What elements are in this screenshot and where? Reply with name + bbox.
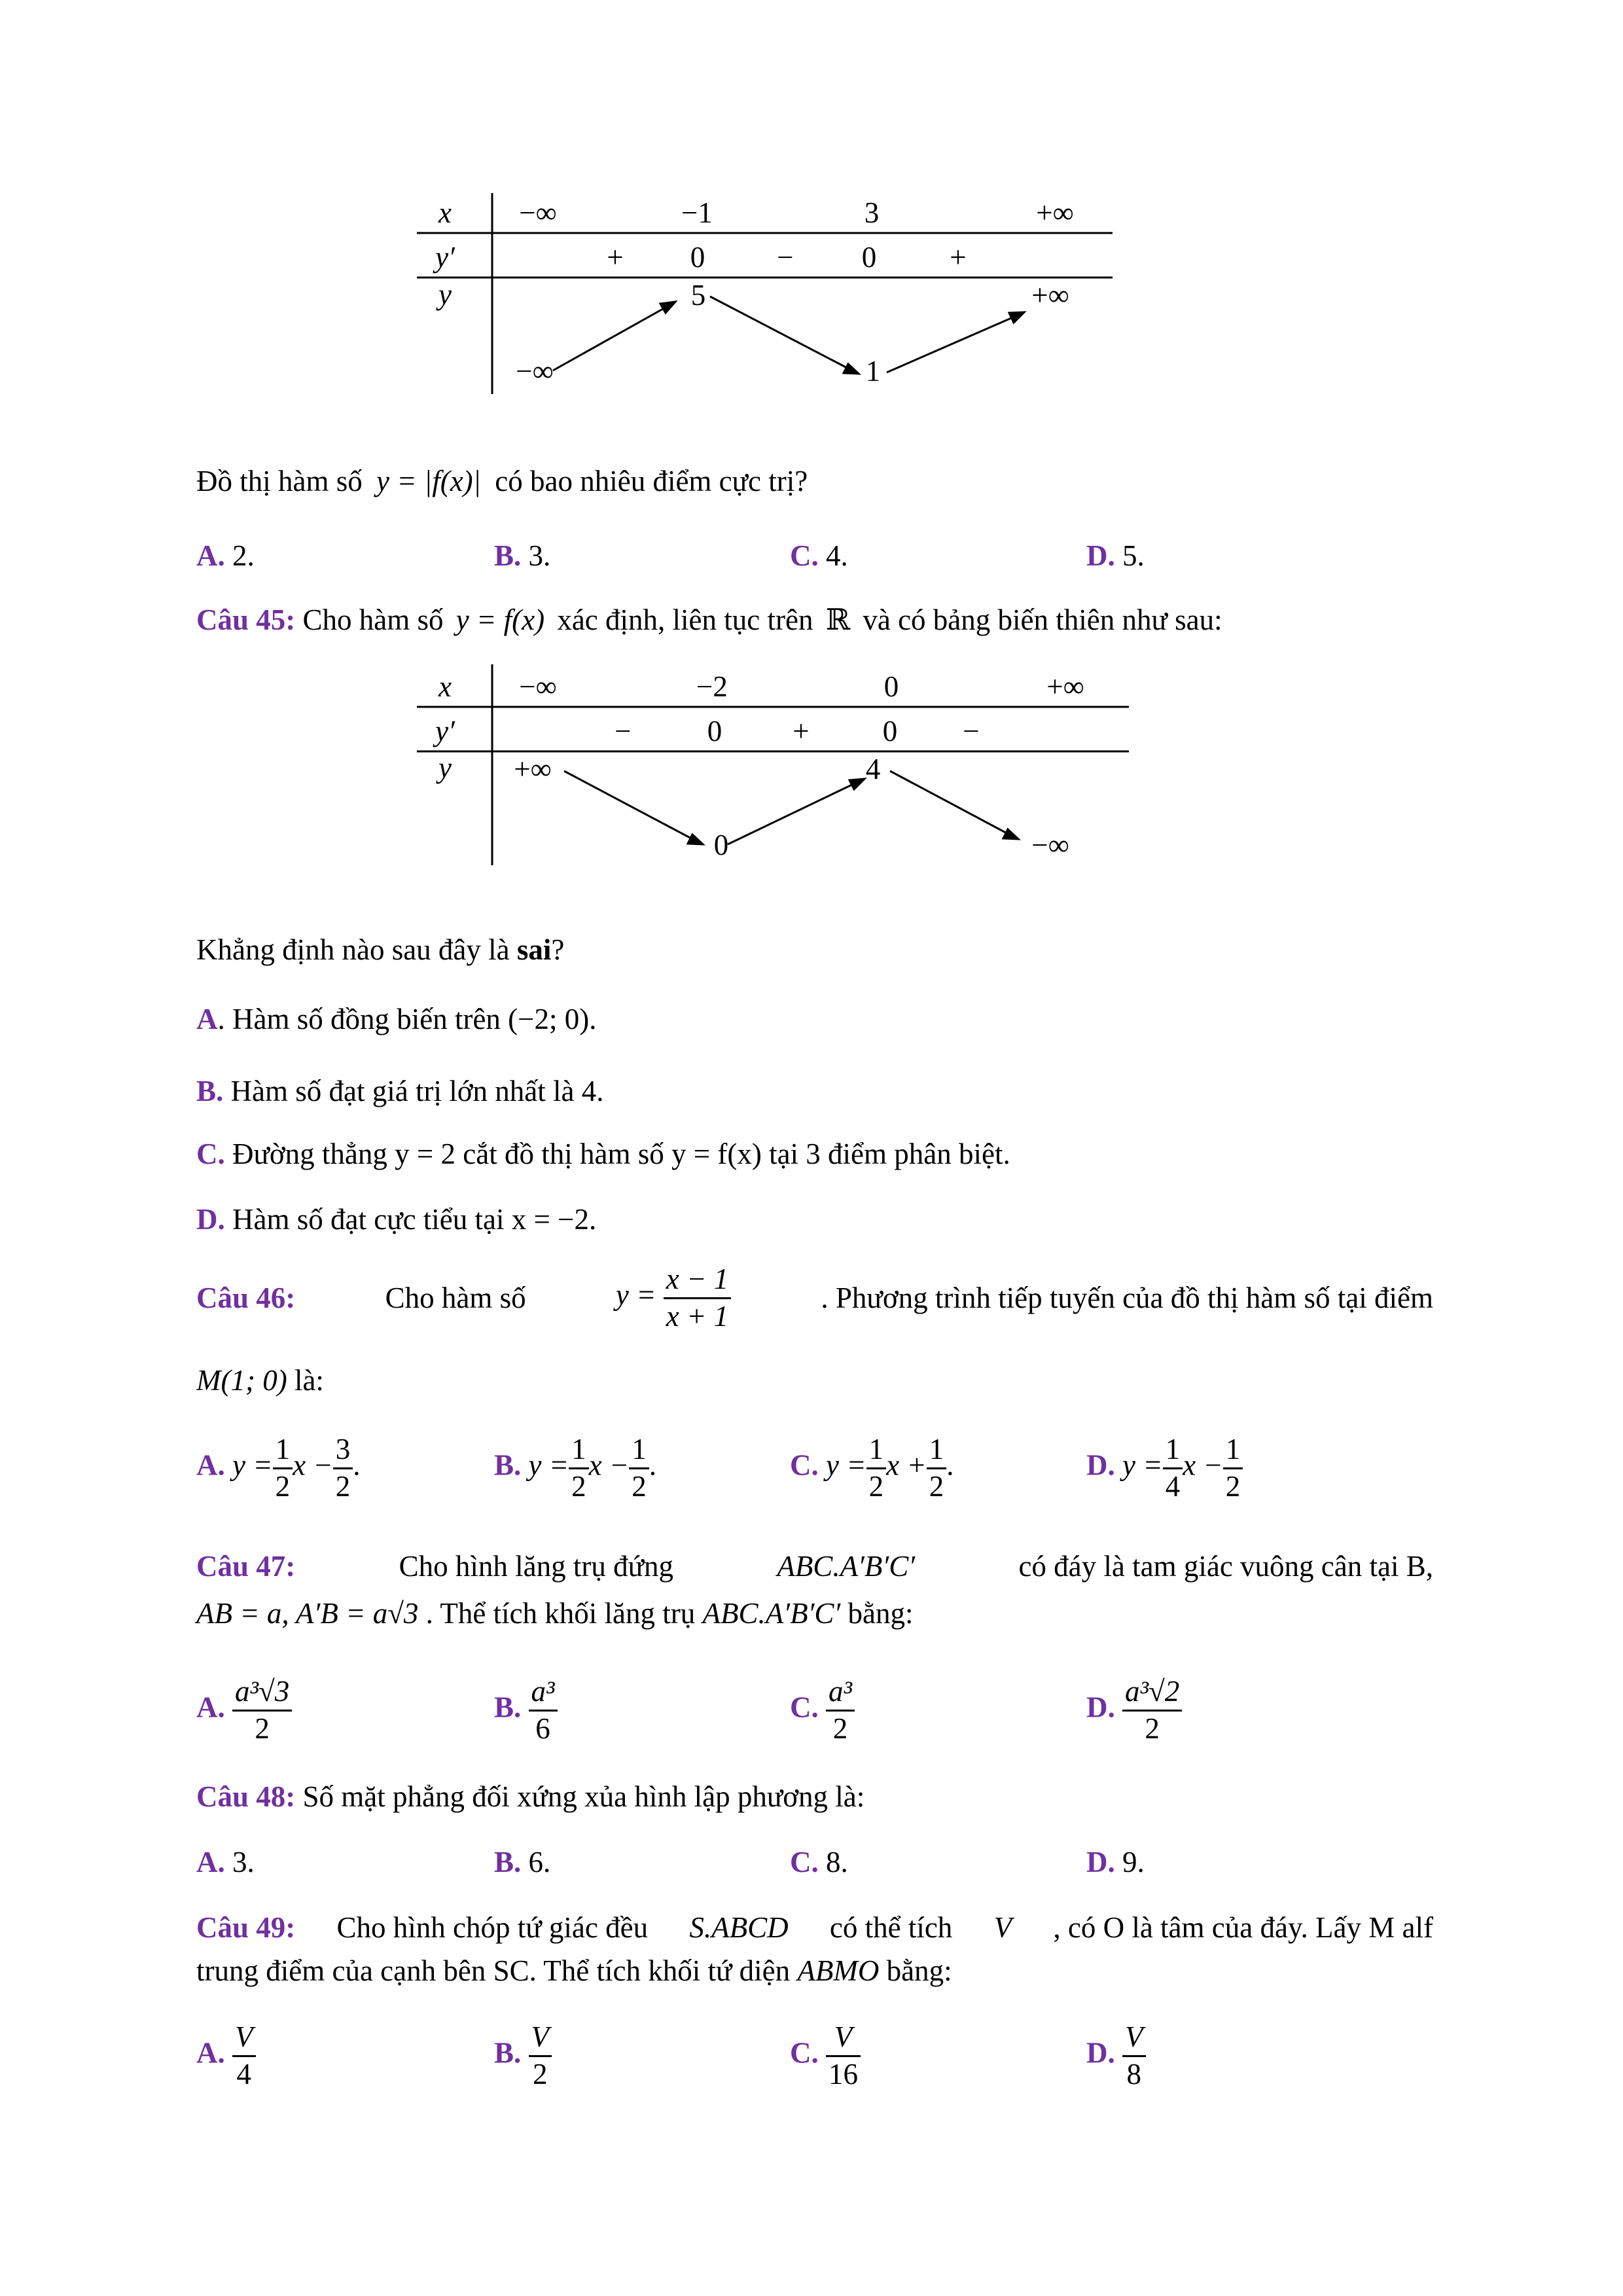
q44-prompt [196,463,808,499]
answer-label: C. [790,539,819,572]
q45-answer-c[interactable] [196,1136,1010,1172]
answer-end: . [353,1448,361,1482]
q45-stem [196,602,1222,637]
answer-label: A. [196,1691,225,1724]
t1-yp-0: + [607,241,624,274]
answer-label: D. [1086,2036,1115,2070]
q46-point: M(1; 0) [196,1364,287,1397]
q48-answer-a[interactable] [196,1844,255,1880]
answer-text: Hàm số đạt giá trị lớn nhất là 4. [230,1075,604,1107]
q49-volume: V [993,1911,1012,1944]
answer-label: A. [196,2036,225,2070]
frac-den: 2 [335,1469,351,1503]
t2-yp-label: y′ [435,715,455,747]
q49-tetrahedron: ABMO [797,1954,880,1987]
frac-num: 1 [273,1433,293,1469]
q47-prism: ABC.A′B′C′ [777,1550,916,1583]
answer-label: B. [196,1075,224,1107]
q49-answer-a[interactable] [196,2021,256,2090]
q45-answer-a[interactable] [196,1001,597,1037]
answer-lhs: y = [528,1448,569,1482]
q49-number: Câu 49: [196,1911,296,1944]
answer-text: Đường thẳng y = 2 cắt đồ thị hàm số y = f(x) tại 3 điểm phân biệt. [232,1138,1010,1170]
answer-text: 5. [1122,539,1145,572]
q47-stem-line2 [196,1596,914,1631]
q46-answer-b[interactable] [494,1433,656,1503]
q48-answer-d[interactable] [1086,1844,1145,1880]
q44-answer-d[interactable] [1086,538,1145,573]
frac-den: 2 [929,1469,944,1503]
q45-set: ℝ [825,603,851,636]
t2-y-plusinf: +∞ [514,753,552,785]
q47-answer-d[interactable] [1086,1676,1182,1745]
q47-stem-b: có đáy là tam giác vuông cân tại B, [1018,1550,1433,1583]
answer-label: C. [790,2036,819,2070]
q49-answer-b[interactable] [494,2021,552,2090]
q47-stem-d: bằng: [847,1597,914,1630]
t2-y-max: 4 [865,753,881,785]
frac-den: 2 [275,1469,291,1503]
q48-answer-b[interactable] [494,1844,550,1880]
q47-answer-b[interactable] [494,1676,558,1745]
q47-stem [196,1549,1433,1584]
q45-question-a: Khẳng định nào sau đây là [196,933,510,966]
t1-y-minusinf: −∞ [516,355,554,387]
q48-answer-c[interactable] [790,1844,848,1880]
answer-text: 3. [528,539,551,572]
t1-yp-2: − [777,241,794,274]
t2-yp-3: 0 [882,715,898,747]
frac-num: 3 [333,1433,353,1469]
answer-mid: x − [293,1448,333,1482]
answer-text: Hàm số đạt cực tiểu tại x = −2. [232,1203,597,1236]
answer-text: 9. [1122,1846,1145,1878]
q47-cond: AB = a, A′B = a√3 [196,1597,419,1630]
frac-den: 6 [535,1712,550,1745]
answer-label: B. [494,539,522,572]
answer-text: 4. [826,539,848,572]
t2-y-label: y [438,751,452,784]
t2-yp-4: − [963,715,980,747]
t2-x-0: −∞ [519,670,557,703]
q46-number: Câu 46: [196,1282,296,1314]
q47-stem-a: Cho hình lăng trụ đứng [399,1550,673,1583]
frac-den: 2 [255,1712,270,1745]
q49-stem [196,1910,1433,1945]
frac-den: 2 [868,1469,884,1503]
q48-stem-text: Số mặt phẳng đối xứng xủa hình lập phương là: [302,1780,865,1813]
answer-label: C. [790,1846,819,1878]
answer-text: 3. [232,1846,255,1878]
frac-num: 1 [569,1433,589,1469]
q45-stem-c: và có bảng biến thiên như sau: [863,603,1222,636]
t1-y-max: 5 [690,279,706,312]
frac-den: 2 [632,1469,647,1503]
q46-fn-num: x − 1 [664,1263,731,1299]
answer-label: D. [1086,1691,1115,1724]
frac-num: a³ [529,1676,558,1712]
q46-answer-d[interactable] [1086,1433,1243,1503]
q46-stem-c: là: [294,1364,324,1397]
t1-yp-1: 0 [690,241,705,274]
frac-den: 2 [832,1712,848,1745]
q44-prompt-a: Đồ thị hàm số [196,465,363,497]
q49-stem-line2 [196,1953,952,1988]
frac-den: 2 [533,2057,548,2090]
frac-num: V [232,2021,256,2057]
answer-label: A. [196,539,225,572]
t2-yp-2: + [793,715,810,747]
q44-formula: y = |f(x)| [376,465,482,497]
answer-label: C. [196,1138,225,1170]
q45-question-b: ? [551,933,565,966]
answer-label: D. [196,1203,225,1236]
t1-y-plusinf: +∞ [1031,279,1069,312]
t2-y-minusinf: −∞ [1031,829,1069,861]
q46-answer-c[interactable] [790,1433,954,1503]
q44-answer-c[interactable] [790,538,848,573]
t2-arrow-head-1 [688,834,703,844]
q46-fraction [664,1263,731,1333]
q45-question [196,932,564,967]
frac-den: 4 [1165,1469,1181,1503]
q48-number: Câu 48: [196,1780,296,1813]
frac-den: 4 [236,2057,251,2090]
answer-label: B. [494,1448,522,1482]
answer-label: D. [1086,1448,1115,1482]
frac-num: a³√2 [1122,1676,1182,1712]
q46-stem [196,1263,1433,1333]
t1-y-label: y [438,278,452,311]
answer-text: . Hàm số đồng biến trên (−2; 0). [217,1003,597,1035]
variation-table-2 [393,655,1145,877]
t2-x-2: 0 [883,670,899,703]
q45-formula: y = f(x) [455,603,545,636]
t1-yp-label: y′ [435,241,455,274]
t1-yp-3: 0 [861,241,877,274]
answer-label: A. [196,1846,225,1878]
q47-stem-c: . Thể tích khối lăng trụ [425,1597,696,1630]
q45-question-bold: sai [516,933,552,966]
t1-x-1: −1 [681,196,713,229]
frac-num: a³√3 [232,1676,292,1712]
t2-yp-1: 0 [707,715,722,747]
frac-den: 16 [829,2057,858,2090]
frac-num: V [529,2021,552,2057]
q45-stem-a: Cho hàm số [302,603,444,636]
answer-mid: x − [1183,1448,1223,1482]
answer-lhs: y = [826,1448,866,1482]
answer-end: . [649,1448,656,1482]
answer-lhs: y = [232,1448,273,1482]
q49-line2-b: bằng: [886,1954,952,1987]
answer-mid: x + [886,1448,927,1482]
t1-x-3: +∞ [1036,196,1074,229]
q44-prompt-b: có bao nhiêu điểm cực trị? [495,465,808,497]
t2-x-1: −2 [696,670,728,703]
answer-label: D. [1086,539,1115,572]
answer-text: 2. [232,539,255,572]
frac-num: 1 [629,1433,649,1469]
frac-num: 1 [1163,1433,1183,1469]
answer-label: B. [494,1846,522,1878]
t1-arrow-head-3 [1009,312,1024,323]
q46-function [616,1263,731,1333]
q45-number: Câu 45: [196,603,296,636]
variation-table-1 [393,183,1126,406]
answer-label: C. [790,1448,819,1482]
q45-answer-d[interactable] [196,1202,596,1237]
t2-y-min: 0 [713,829,729,861]
q47-number: Câu 47: [196,1550,296,1583]
q47-prism2: ABC.A′B′C′ [702,1597,841,1630]
answer-label: B. [494,2036,522,2070]
q48-stem [196,1779,865,1814]
frac-den: 2 [1225,1469,1241,1503]
q45-stem-b: xác định, liên tục trên [557,603,813,636]
q49-stem-a: Cho hình chóp tứ giác đều [336,1911,649,1944]
t2-arrow-head-2 [849,779,865,789]
frac-num: 1 [1223,1433,1243,1469]
t1-x-label: x [438,196,452,229]
frac-den: 8 [1126,2057,1141,2090]
answer-label: A [196,1003,218,1035]
frac-num: 1 [866,1433,887,1469]
q49-stem-b: có thể tích [829,1911,953,1944]
t1-yp-4: + [950,241,967,274]
t1-arrow-head-1 [660,302,675,313]
t1-y-min: 1 [865,355,881,387]
q46-answer-a[interactable] [196,1433,360,1503]
q46-fn-den: x + 1 [666,1299,729,1333]
t2-x-label: x [438,670,452,703]
answer-label: C. [790,1691,819,1724]
frac-num: 1 [927,1433,947,1469]
answer-text: 6. [528,1846,551,1878]
q49-line2-a: trung điểm của cạnh bên SC. Thể tích khối tứ diện [196,1954,791,1987]
q46-stem-b: . Phương trình tiếp tuyến của đồ thị hàm số tại điểm [821,1282,1433,1314]
answer-text: 8. [826,1846,848,1878]
answer-label: A. [196,1448,225,1482]
answer-lhs: y = [1122,1448,1163,1482]
t1-x-0: −∞ [519,196,557,229]
q49-stem-c: , có O là tâm của đáy. Lấy M alf [1053,1911,1433,1944]
q47-answer-a[interactable] [196,1676,292,1745]
answer-mid: x − [588,1448,630,1482]
q46-stem-a: Cho hàm số [385,1282,526,1314]
answer-label: B. [494,1691,522,1724]
frac-den: 2 [1145,1712,1160,1745]
frac-num: a³ [826,1676,855,1712]
q49-answer-c[interactable] [790,2021,861,2090]
q44-answer-b[interactable] [494,538,550,573]
q44-answer-a[interactable] [196,538,255,573]
frac-num: V [1122,2021,1146,2057]
q47-answer-c[interactable] [790,1676,855,1745]
q45-answer-b[interactable] [196,1073,603,1109]
t2-arrow-head-3 [1003,829,1018,839]
answer-label: D. [1086,1846,1115,1878]
q49-pyramid: S.ABCD [689,1911,789,1944]
frac-num: V [826,2021,861,2057]
answer-end: . [946,1448,954,1482]
q46-fn-lhs: y = [615,1278,656,1312]
q46-stem-line2 [196,1363,324,1398]
t2-x-3: +∞ [1046,670,1084,703]
q49-answer-d[interactable] [1086,2021,1146,2090]
t1-arrow-head-2 [844,364,859,374]
frac-den: 2 [571,1469,586,1503]
t1-x-2: 3 [864,196,880,229]
t2-yp-0: − [615,715,632,747]
